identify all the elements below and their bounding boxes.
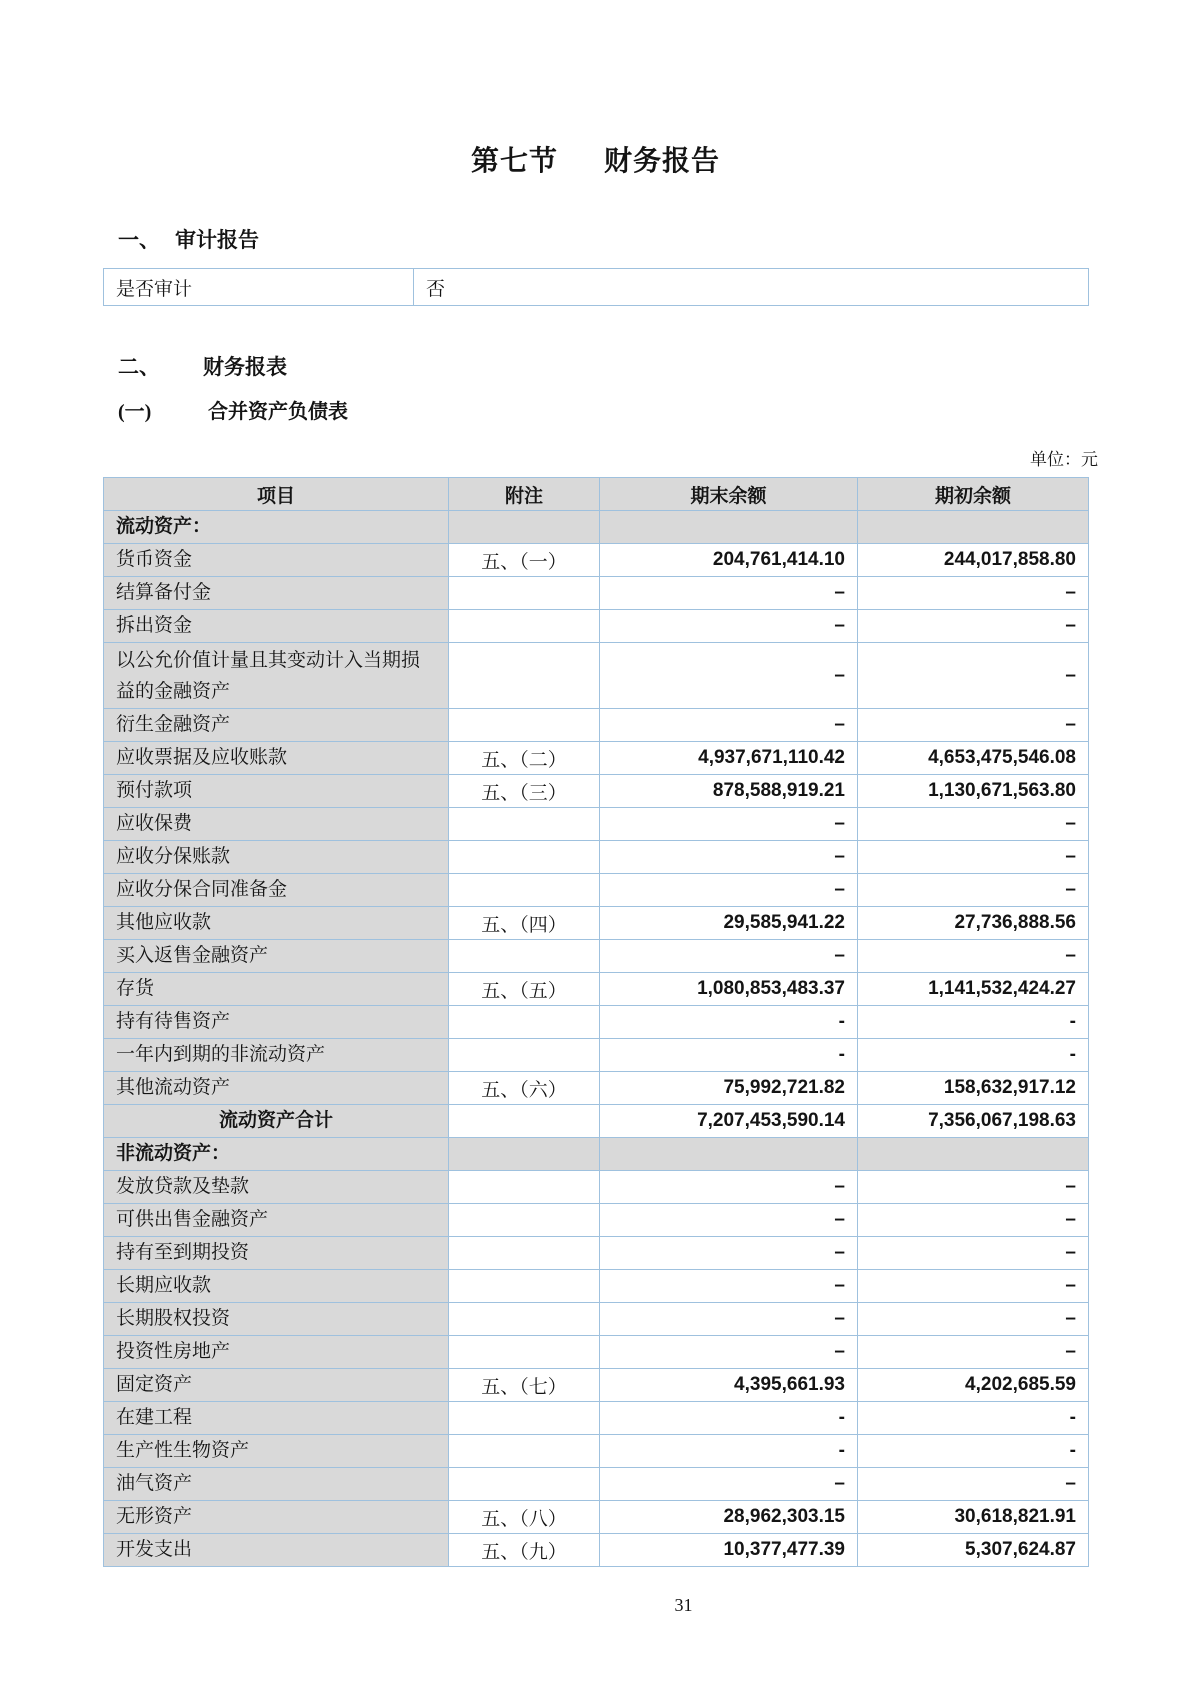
audit-answer-cell: 否: [414, 269, 1089, 306]
ending-balance-cell: -: [600, 1039, 858, 1072]
note-cell: 五、（六）: [449, 1072, 600, 1105]
ending-balance-cell: –: [600, 808, 858, 841]
item-cell: 油气资产: [104, 1468, 449, 1501]
column-header: 附注: [449, 478, 600, 511]
beginning-balance-cell: -: [858, 1435, 1089, 1468]
note-cell: [449, 577, 600, 610]
table-row: [104, 775, 1089, 808]
note-cell: [449, 1105, 600, 1138]
beginning-balance-cell: –: [858, 1204, 1089, 1237]
note-cell: [449, 610, 600, 643]
heading-audit-label: 审计报告: [175, 228, 259, 252]
item-cell: 无形资产: [104, 1501, 449, 1534]
beginning-balance-cell: –: [858, 1171, 1089, 1204]
heading-audit-marker: 一、: [118, 228, 160, 252]
page-title-section: 第七节: [470, 146, 558, 177]
audit-question-cell: 是否审计: [104, 269, 414, 306]
beginning-balance-cell: –: [858, 1303, 1089, 1336]
item-cell: 固定资产: [104, 1369, 449, 1402]
item-cell: 持有待售资产: [104, 1006, 449, 1039]
note-cell: [449, 1435, 600, 1468]
item-cell: 应收分保合同准备金: [104, 874, 449, 907]
beginning-balance-cell: –: [858, 1336, 1089, 1369]
ending-balance-cell: 75,992,721.82: [600, 1072, 858, 1105]
ending-balance-cell: -: [600, 1006, 858, 1039]
note-cell: 五、（一）: [449, 544, 600, 577]
ending-balance-cell: 29,585,941.22: [600, 907, 858, 940]
table-row: [104, 1369, 1089, 1402]
note-cell: [449, 1171, 600, 1204]
table-row: [104, 907, 1089, 940]
heading-balance-sheet: [103, 400, 1088, 424]
ending-balance-cell: 4,937,671,110.42: [600, 742, 858, 775]
beginning-balance-cell: -: [858, 1006, 1089, 1039]
item-cell: 拆出资金: [104, 610, 449, 643]
note-cell: [449, 1336, 600, 1369]
page-number: 31: [674, 1595, 693, 1615]
beginning-balance-cell: 27,736,888.56: [858, 907, 1089, 940]
item-cell: 非流动资产：: [104, 1138, 449, 1171]
item-cell: 生产性生物资产: [104, 1435, 449, 1468]
ending-balance-cell: 28,962,303.15: [600, 1501, 858, 1534]
ending-balance-cell: –: [600, 1468, 858, 1501]
note-cell: [449, 1039, 600, 1072]
beginning-balance-cell: 4,202,685.59: [858, 1369, 1089, 1402]
table-row: [104, 841, 1089, 874]
item-cell: 应收分保账款: [104, 841, 449, 874]
beginning-balance-cell: –: [858, 808, 1089, 841]
table-row: [104, 1402, 1089, 1435]
beginning-balance-cell: -: [858, 1039, 1089, 1072]
ending-balance-cell: –: [600, 577, 858, 610]
note-cell: [449, 643, 600, 709]
beginning-balance-cell: 30,618,821.91: [858, 1501, 1089, 1534]
balance-table-header-row: [104, 478, 1089, 511]
table-row: [104, 874, 1089, 907]
heading-financial-statements: [103, 355, 1088, 379]
item-cell: 可供出售金融资产: [104, 1204, 449, 1237]
table-row: [104, 1468, 1089, 1501]
ending-balance-cell: –: [600, 1204, 858, 1237]
note-cell: 五、（三）: [449, 775, 600, 808]
beginning-balance-cell: 4,653,475,546.08: [858, 742, 1089, 775]
table-row: [104, 1006, 1089, 1039]
table-row: [104, 1204, 1089, 1237]
item-cell: 在建工程: [104, 1402, 449, 1435]
item-cell: 其他应收款: [104, 907, 449, 940]
table-row: [104, 643, 1089, 709]
note-cell: [449, 808, 600, 841]
item-cell: 应收保费: [104, 808, 449, 841]
item-cell: 衍生金融资产: [104, 709, 449, 742]
heading-balance-marker: (一): [118, 401, 152, 423]
beginning-balance-cell: 7,356,067,198.63: [858, 1105, 1089, 1138]
beginning-balance-cell: –: [858, 709, 1089, 742]
heading-statements-label: 财务报表: [203, 355, 287, 379]
audit-table-row: [104, 269, 1089, 306]
table-row: [104, 1336, 1089, 1369]
beginning-balance-cell: 158,632,917.12: [858, 1072, 1089, 1105]
table-row: [104, 1501, 1089, 1534]
page-title: [103, 0, 1088, 178]
note-cell: [449, 1006, 600, 1039]
note-cell: [449, 1402, 600, 1435]
ending-balance-cell: –: [600, 1270, 858, 1303]
ending-balance-cell: 1,080,853,483.37: [600, 973, 858, 1006]
beginning-balance-cell: 244,017,858.80: [858, 544, 1089, 577]
item-cell: 其他流动资产: [104, 1072, 449, 1105]
beginning-balance-cell: –: [858, 1237, 1089, 1270]
beginning-balance-cell: 5,307,624.87: [858, 1534, 1089, 1567]
beginning-balance-cell: –: [858, 643, 1089, 709]
ending-balance-cell: –: [600, 610, 858, 643]
note-cell: [449, 1468, 600, 1501]
table-row: [104, 742, 1089, 775]
table-row: [104, 544, 1089, 577]
column-header: 期初余额: [858, 478, 1089, 511]
note-cell: [449, 709, 600, 742]
note-cell: [449, 874, 600, 907]
item-cell: 流动资产合计: [104, 1105, 449, 1138]
page-title-text: 财务报告: [604, 146, 721, 177]
ending-balance-cell: –: [600, 874, 858, 907]
column-header: 项目: [104, 478, 449, 511]
total-row: [104, 1105, 1089, 1138]
note-cell: 五、（二）: [449, 742, 600, 775]
note-cell: [449, 841, 600, 874]
column-header: 期末余额: [600, 478, 858, 511]
beginning-balance-cell: –: [858, 1270, 1089, 1303]
table-row: [104, 1270, 1089, 1303]
ending-balance-cell: –: [600, 643, 858, 709]
note-cell: [449, 511, 600, 544]
ending-balance-cell: [600, 511, 858, 544]
note-cell: [449, 1237, 600, 1270]
table-row: [104, 1534, 1089, 1567]
item-cell: 长期股权投资: [104, 1303, 449, 1336]
ending-balance-cell: –: [600, 940, 858, 973]
table-row: [104, 1435, 1089, 1468]
table-row: [104, 1303, 1089, 1336]
ending-balance-cell: [600, 1138, 858, 1171]
item-cell: 发放贷款及垫款: [104, 1171, 449, 1204]
note-cell: [449, 1204, 600, 1237]
note-cell: 五、（四）: [449, 907, 600, 940]
table-row: [104, 940, 1089, 973]
ending-balance-cell: 204,761,414.10: [600, 544, 858, 577]
item-cell: 结算备付金: [104, 577, 449, 610]
ending-balance-cell: –: [600, 1336, 858, 1369]
item-cell: 持有至到期投资: [104, 1237, 449, 1270]
ending-balance-cell: -: [600, 1435, 858, 1468]
item-cell: 投资性房地产: [104, 1336, 449, 1369]
beginning-balance-cell: 1,141,532,424.27: [858, 973, 1089, 1006]
beginning-balance-cell: [858, 1138, 1089, 1171]
table-row: [104, 973, 1089, 1006]
unit-label: 单位：元: [1030, 450, 1098, 469]
table-row: [104, 1072, 1089, 1105]
page-content: [103, 0, 1098, 1615]
note-cell: 五、（九）: [449, 1534, 600, 1567]
item-cell: 存货: [104, 973, 449, 1006]
section-row: [104, 1138, 1089, 1171]
beginning-balance-cell: –: [858, 610, 1089, 643]
ending-balance-cell: –: [600, 841, 858, 874]
table-row: [104, 1237, 1089, 1270]
beginning-balance-cell: –: [858, 1468, 1089, 1501]
table-row: [104, 709, 1089, 742]
note-cell: [449, 1138, 600, 1171]
item-cell: 流动资产：: [104, 511, 449, 544]
ending-balance-cell: –: [600, 1303, 858, 1336]
note-cell: [449, 1303, 600, 1336]
heading-statements-marker: 二、: [118, 355, 160, 379]
item-cell: 应收票据及应收账款: [104, 742, 449, 775]
beginning-balance-cell: 1,130,671,563.80: [858, 775, 1089, 808]
ending-balance-cell: 4,395,661.93: [600, 1369, 858, 1402]
table-row: [104, 577, 1089, 610]
beginning-balance-cell: –: [858, 841, 1089, 874]
ending-balance-cell: –: [600, 1237, 858, 1270]
beginning-balance-cell: [858, 511, 1089, 544]
beginning-balance-cell: –: [858, 940, 1089, 973]
note-cell: [449, 940, 600, 973]
balance-sheet-table: [103, 477, 1089, 1567]
item-cell: 预付款项: [104, 775, 449, 808]
ending-balance-cell: 10,377,477.39: [600, 1534, 858, 1567]
ending-balance-cell: 7,207,453,590.14: [600, 1105, 858, 1138]
beginning-balance-cell: –: [858, 577, 1089, 610]
note-cell: [449, 1270, 600, 1303]
section-row: [104, 511, 1089, 544]
table-row: [104, 1171, 1089, 1204]
ending-balance-cell: –: [600, 1171, 858, 1204]
note-cell: 五、（八）: [449, 1501, 600, 1534]
item-cell: 一年内到期的非流动资产: [104, 1039, 449, 1072]
table-row: [104, 808, 1089, 841]
ending-balance-cell: –: [600, 709, 858, 742]
item-cell: 以公允价值计量且其变动计入当期损益的金融资产: [104, 643, 449, 709]
balance-table-body: [104, 511, 1089, 1567]
beginning-balance-cell: –: [858, 874, 1089, 907]
table-row: [104, 610, 1089, 643]
item-cell: 开发支出: [104, 1534, 449, 1567]
ending-balance-cell: 878,588,919.21: [600, 775, 858, 808]
audit-status-table: [103, 268, 1089, 306]
heading-audit-report: [103, 228, 1088, 252]
item-cell: 买入返售金融资产: [104, 940, 449, 973]
item-cell: 货币资金: [104, 544, 449, 577]
beginning-balance-cell: -: [858, 1402, 1089, 1435]
item-cell: 长期应收款: [104, 1270, 449, 1303]
table-row: [104, 1039, 1089, 1072]
ending-balance-cell: -: [600, 1402, 858, 1435]
heading-balance-label: 合并资产负债表: [208, 401, 348, 423]
note-cell: 五、（五）: [449, 973, 600, 1006]
audit-table-body: [104, 269, 1089, 306]
note-cell: 五、（七）: [449, 1369, 600, 1402]
